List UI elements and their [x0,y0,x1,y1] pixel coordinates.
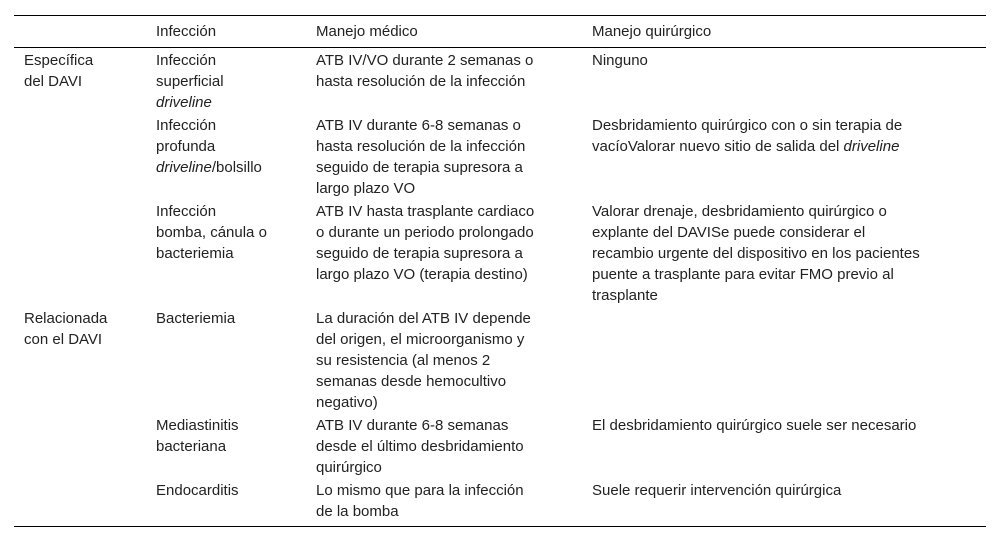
text-line: ATB IV durante 6-8 semanas o [316,117,521,134]
row-6-quirurgico [592,480,984,501]
text-part: vacíoValorar nuevo sitio de salida del [592,138,844,155]
text-line: Bacteriemia [156,310,236,327]
text-line: desde el último desbridamiento [316,438,524,455]
text-line: bacteriemia [156,245,234,262]
text-line: bacteriana [156,438,227,455]
text-line: quirúrgico [316,459,382,476]
text-line [156,157,301,178]
text-line: del origen, el microorganismo y [316,331,525,348]
text-line: Infección [156,117,217,134]
header-manejo-quirurgico: Manejo quirúrgico [592,23,712,40]
text-line: superficial [156,73,224,90]
text-line: Infección [156,52,217,69]
row-4-infeccion [156,308,301,329]
top-rule [14,15,986,16]
text-line: Desbridamiento quirúrgico con o sin terapia de [592,117,903,134]
row-2-quirurgico [592,115,984,157]
row-1-quirurgico [592,50,984,71]
text-line: Mediastinitis [156,417,239,434]
row-3-infeccion [156,201,301,264]
text-line: Valorar drenaje, desbridamiento quirúrgico o [592,203,887,220]
text-line: La duración del ATB IV depende [316,310,531,327]
text-line: puente a trasplante para evitar FMO previo al [592,266,894,283]
text-line: hasta resolución de la infección [316,73,526,90]
text-line: profunda [156,138,216,155]
header-manejo-medico: Manejo médico [316,23,418,40]
text-line: largo plazo VO [316,180,416,197]
row-5-medico [316,415,578,478]
text-line: Infección [156,203,217,220]
text-line: Lo mismo que para la infección [316,482,524,499]
text-line: hasta resolución de la infección [316,138,526,155]
text-line: ATB IV/VO durante 2 semanas o [316,52,534,69]
row-5-quirurgico [592,415,984,436]
group-label-line: del DAVI [24,73,83,90]
text-part: /bolsillo [211,159,262,176]
text-line: seguido de terapia supresora a [316,245,523,262]
text-line: o durante un periodo prolongado [316,224,534,241]
row-2-infeccion [156,115,301,178]
group-label-especifica [24,50,144,92]
text-line: El desbridamiento quirúrgico suele ser necesario [592,417,917,434]
text-line: negativo) [316,394,378,411]
text-line: largo plazo VO (terapia destino) [316,266,528,283]
row-2-medico [316,115,578,199]
text-italic: driveline [156,159,212,176]
text-line: recambio urgente del dispositivo en los pacientes [592,245,920,262]
row-3-medico [316,201,578,285]
row-1-infeccion [156,50,301,113]
bottom-rule [14,526,986,527]
text-line [592,136,984,157]
group-label-line: con el DAVI [24,331,103,348]
group-label-line: Relacionada [24,310,108,327]
text-line: Suele requerir intervención quirúrgica [592,482,842,499]
text-line: bomba, cánula o [156,224,267,241]
row-6-medico [316,480,578,522]
row-1-medico [316,50,578,92]
row-4-medico [316,308,578,413]
header-infeccion: Infección [156,23,217,40]
text-line: seguido de terapia supresora a [316,159,523,176]
text-line: trasplante [592,287,658,304]
text-line: de la bomba [316,503,399,520]
text-line: semanas desde hemocultivo [316,373,507,390]
group-label-line: Específica [24,52,94,69]
text-line: su resistencia (al menos 2 [316,352,491,369]
row-6-infeccion [156,480,301,501]
text-line: explante del DAVISe puede considerar el [592,224,866,241]
text-italic: driveline [843,138,900,155]
group-label-relacionada [24,308,144,350]
text-line: Ninguno [592,52,648,69]
text-line: ATB IV hasta trasplante cardiaco [316,203,535,220]
text-line: ATB IV durante 6-8 semanas [316,417,509,434]
text-line: driveline [156,94,212,111]
row-3-quirurgico [592,201,984,306]
text-line: Endocarditis [156,482,239,499]
row-5-infeccion [156,415,301,457]
header-rule [14,47,986,48]
